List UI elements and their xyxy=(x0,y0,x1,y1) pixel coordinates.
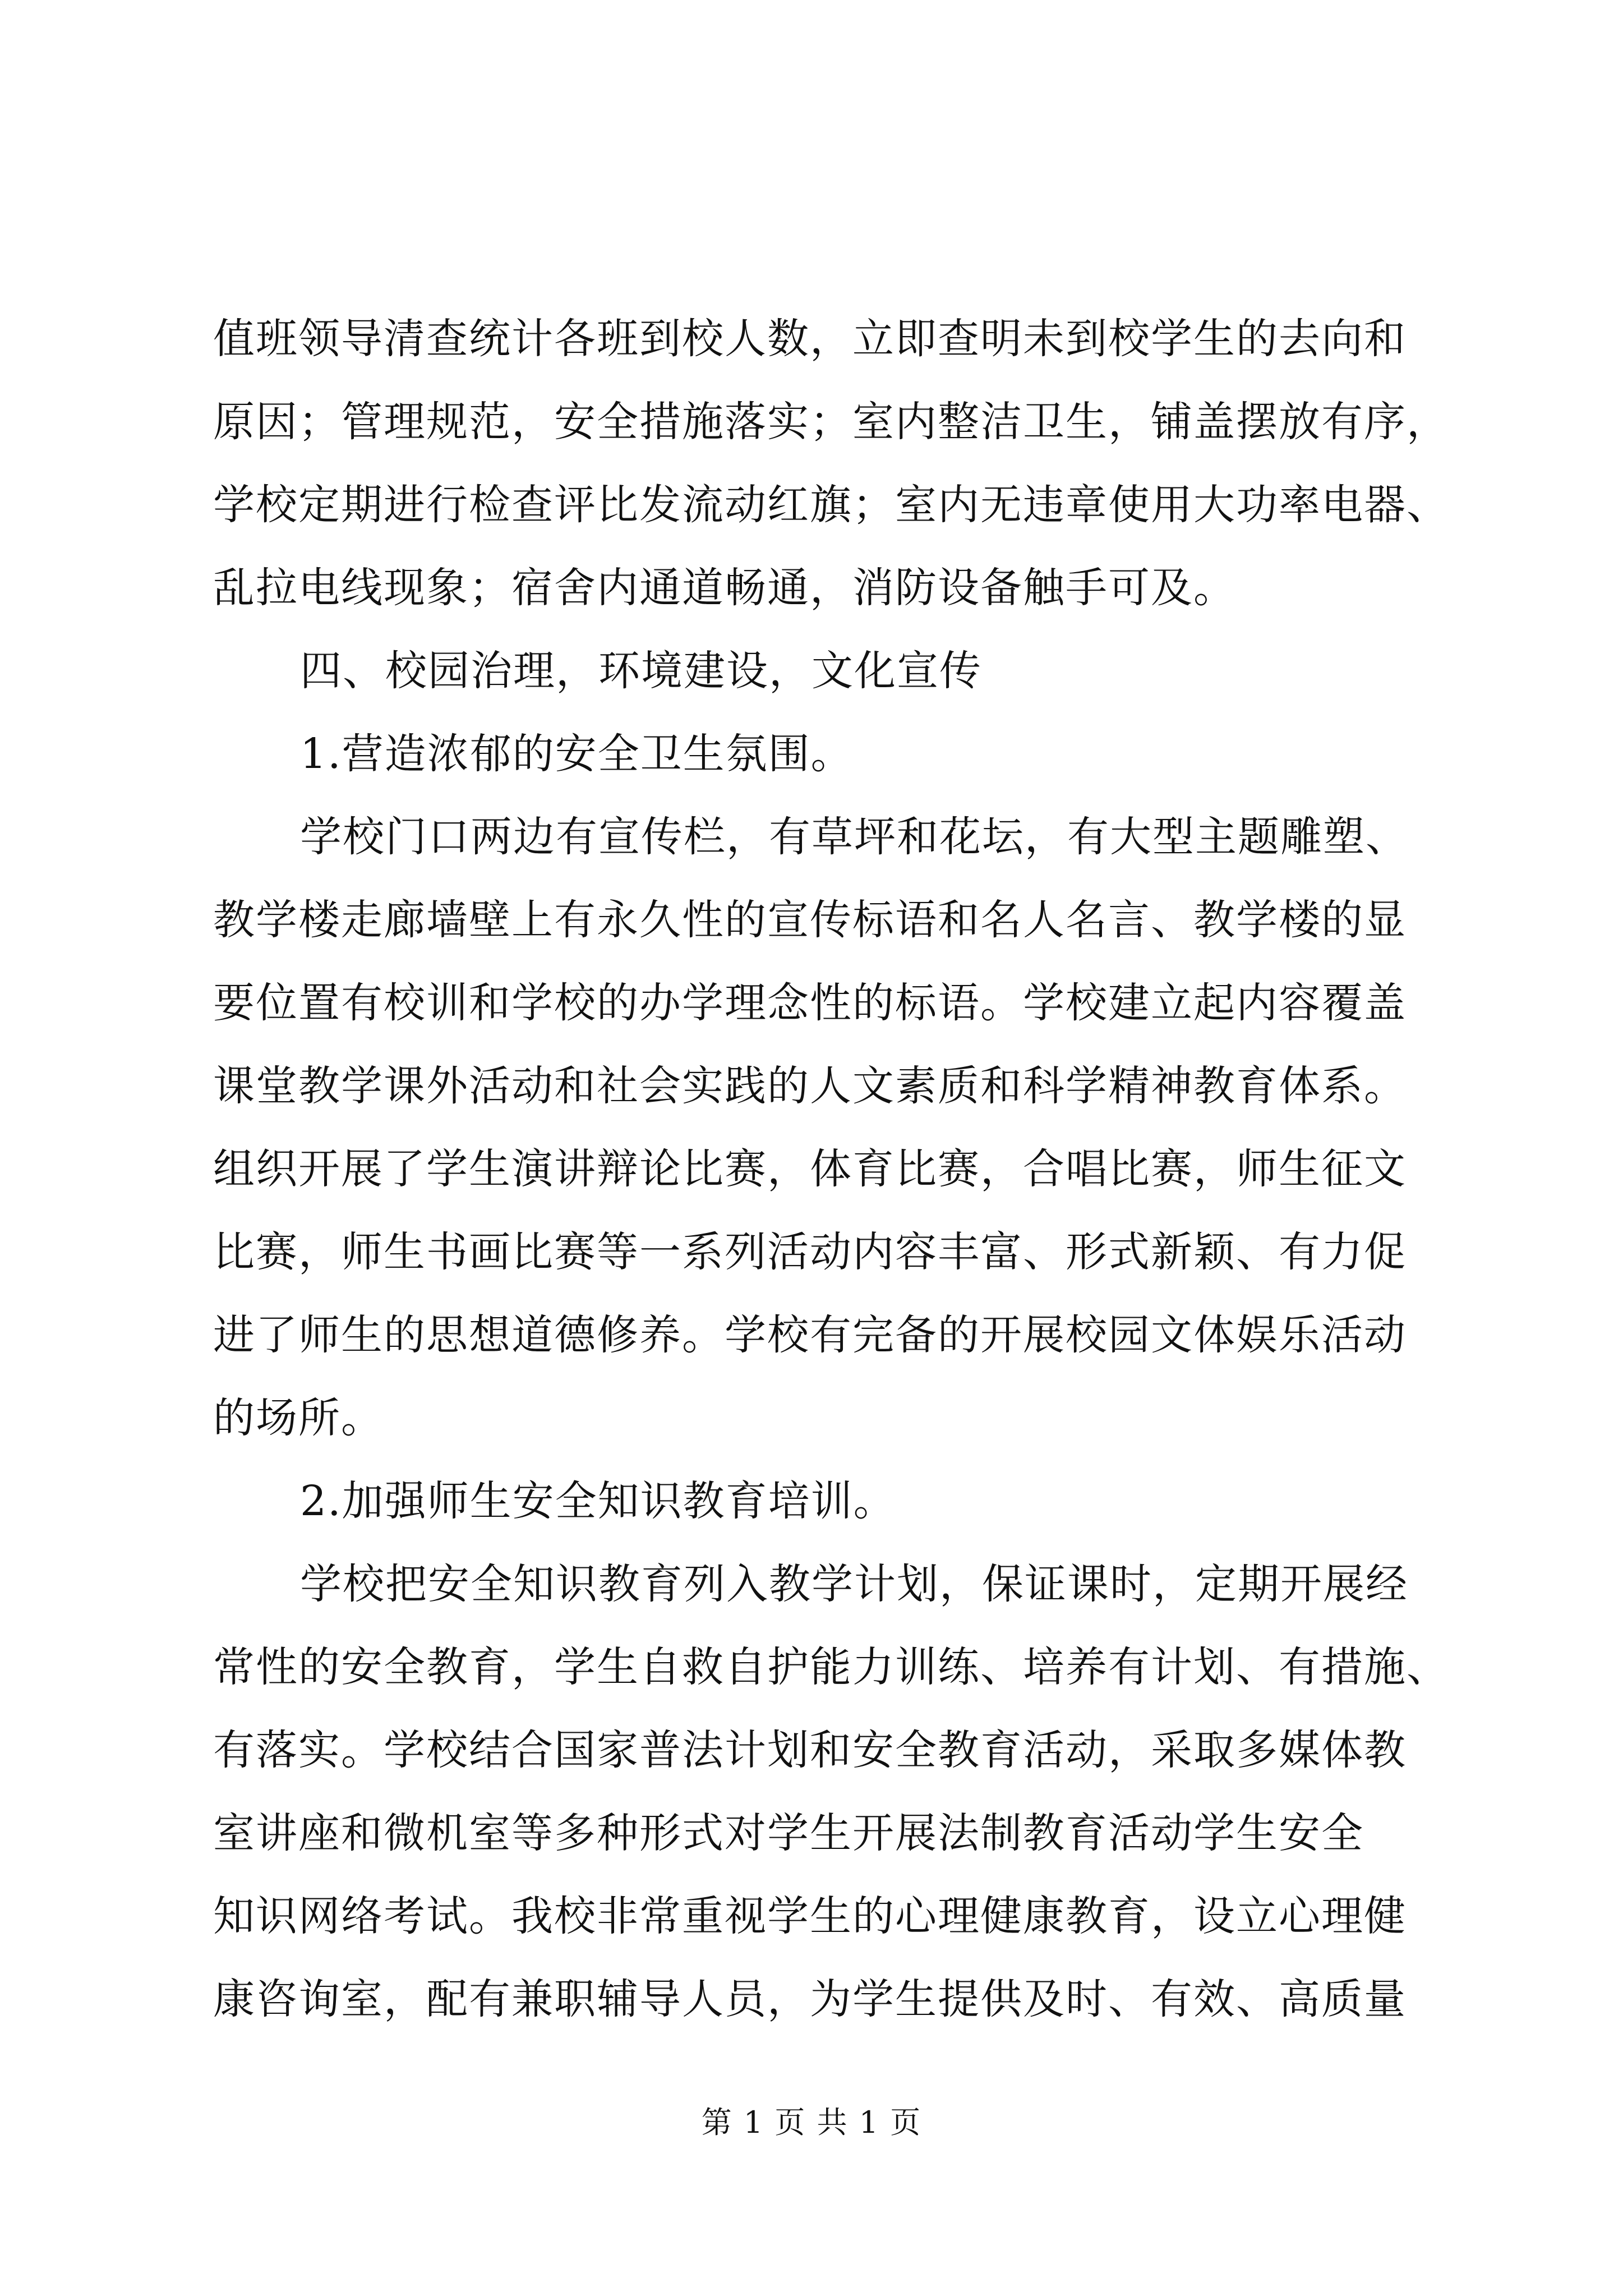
subsection-heading: 2.加强师生安全知识教育培训。 xyxy=(300,1477,896,1525)
text-line: 要位置有校训和学校的办学理念性的标语。学校建立起内容覆盖 xyxy=(213,979,1407,1027)
text-line: 乱拉电线现象；宿舍内通道畅通，消防设备触手可及。 xyxy=(213,564,1236,612)
subsection-heading: 1.营造浓郁的安全卫生氛围。 xyxy=(300,730,854,778)
text-line: 常性的安全教育，学生自救自护能力训练、培养有计划、有措施、 xyxy=(213,1643,1449,1691)
text-line: 值班领导清查统计各班到校人数，立即查明未到校学生的去向和 xyxy=(213,315,1407,363)
text-line: 学校门口两边有宣传栏，有草坪和花坛，有大型主题雕塑、 xyxy=(300,813,1408,861)
text-line: 知识网络考试。我校非常重视学生的心理健康教育，设立心理健 xyxy=(213,1892,1407,1940)
text-line: 课堂教学课外活动和社会实践的人文素质和科学精神教育体系。 xyxy=(213,1062,1407,1110)
text-line: 教学楼走廊墙壁上有永久性的宣传标语和名人名言、教学楼的显 xyxy=(213,896,1407,944)
text-line: 比赛，师生书画比赛等一系列活动内容丰富、形式新颖、有力促 xyxy=(213,1228,1407,1276)
text-line: 有落实。学校结合国家普法计划和安全教育活动，采取多媒体教 xyxy=(213,1726,1407,1774)
text-line: 室讲座和微机室等多种形式对学生开展法制教育活动学生安全 xyxy=(213,1809,1364,1857)
text-line: 原因；管理规范，安全措施落实；室内整洁卫生，铺盖摆放有序， xyxy=(213,398,1449,446)
text-line: 进了师生的思想道德修养。学校有完备的开展校园文体娱乐活动 xyxy=(213,1311,1407,1359)
text-line: 学校定期进行检查评比发流动红旗；室内无违章使用大功率电器、 xyxy=(213,481,1449,529)
document-body xyxy=(213,297,1449,2041)
page-number-footer: 第 1 页 共 1 页 xyxy=(701,2105,922,2140)
text-line: 康咨询室，配有兼职辅导人员，为学生提供及时、有效、高质量 xyxy=(213,1975,1407,2023)
section-heading: 四、校园治理，环境建设，文化宣传 xyxy=(300,647,982,695)
text-line: 组织开展了学生演讲辩论比赛，体育比赛，合唱比赛，师生征文 xyxy=(213,1145,1407,1193)
text-line: 的场所。 xyxy=(213,1394,384,1442)
text-line: 学校把安全知识教育列入教学计划，保证课时，定期开展经 xyxy=(300,1560,1408,1608)
